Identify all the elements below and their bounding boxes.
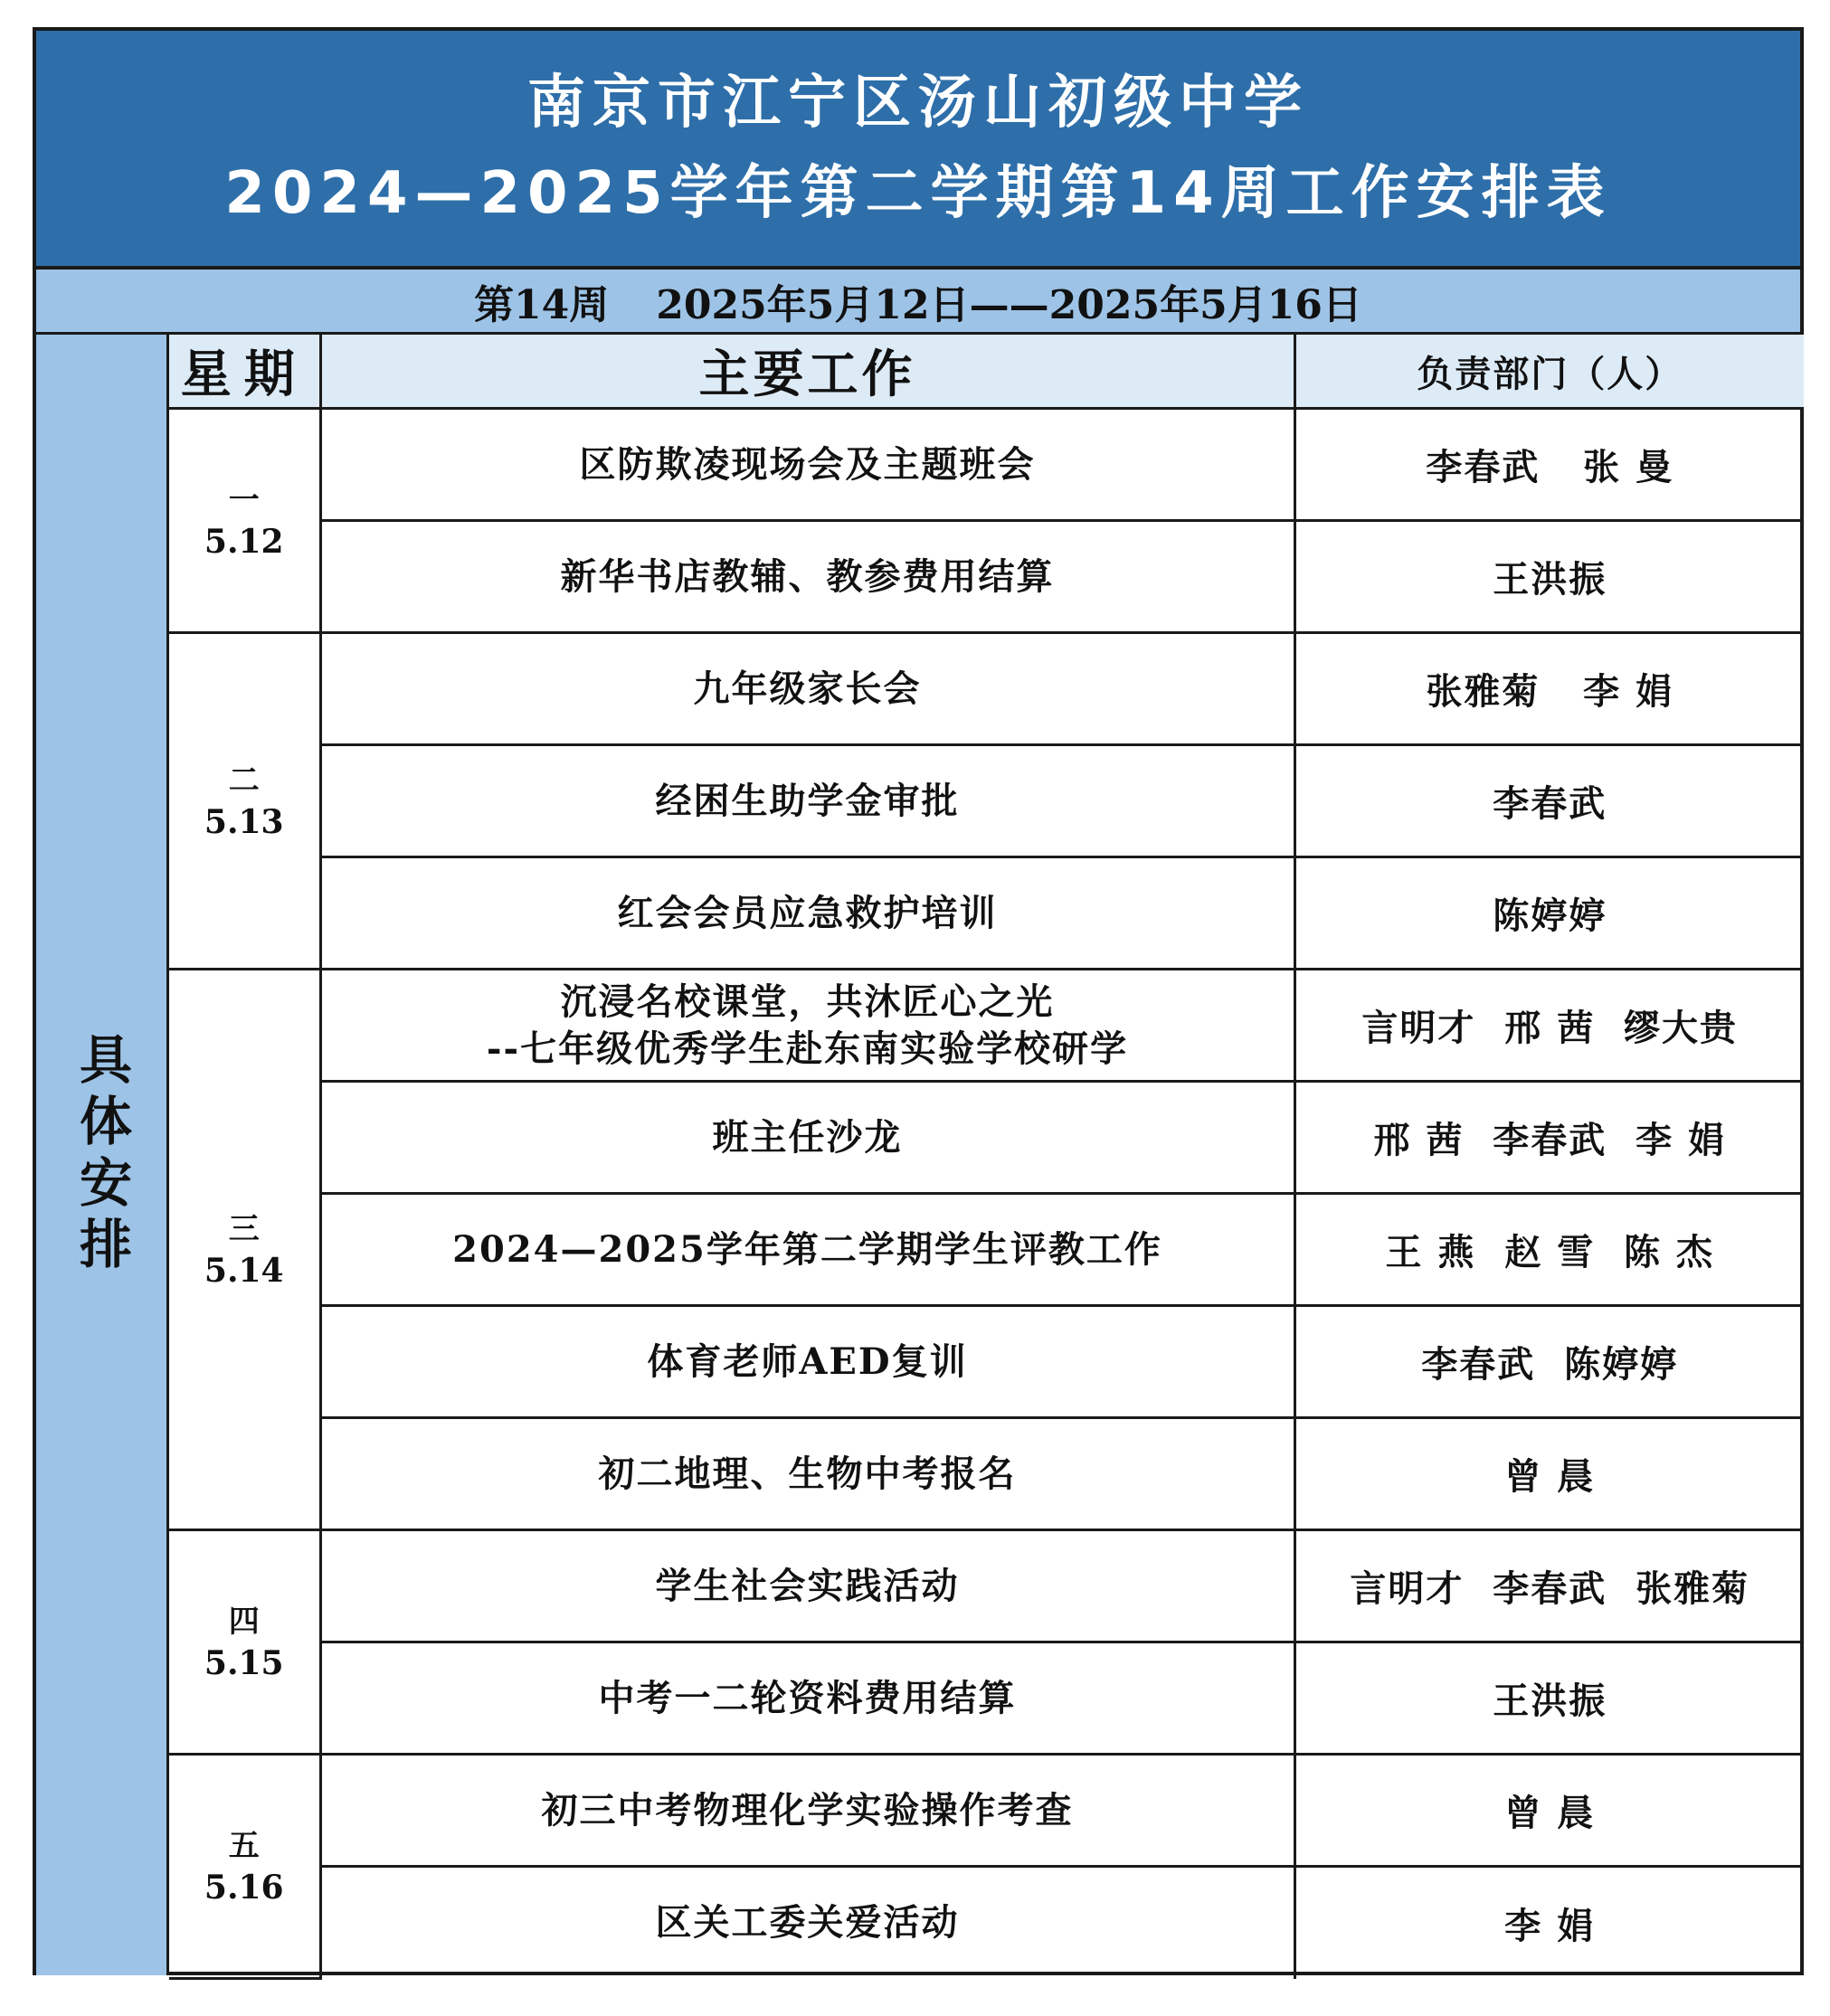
table-row [169, 1755, 1804, 1867]
responsible-cell: 邢 茜 李春武 李 娟 [1294, 1082, 1804, 1194]
responsible-cell: 言明才 李春武 张雅菊 [1294, 1530, 1804, 1642]
work-item-text: 初三中考物理化学实验操作考查 [541, 1788, 1074, 1831]
work-item-text: 新华书店教辅、教参费用结算 [560, 554, 1055, 598]
work-item-cell [320, 857, 1294, 970]
table-row [169, 1082, 1804, 1194]
header-weekday: 星期 [169, 335, 320, 409]
work-item-cell [320, 521, 1294, 633]
weekday-date: 5.12 [204, 522, 284, 561]
table-row [169, 409, 1804, 521]
table-row [169, 1867, 1804, 1979]
responsible-cell: 曾 晨 [1294, 1418, 1804, 1530]
weekday-label: 五 [228, 1827, 260, 1864]
work-item-text: 中考一二轮资料费用结算 [598, 1676, 1017, 1719]
schedule-title: 2024—2025学年第二学期第14周工作安排表 [224, 160, 1612, 227]
weekday-date: 5.16 [204, 1868, 284, 1907]
week-date-range: 2025年5月12日——2025年5月16日 [656, 281, 1362, 328]
responsible-cell: 李春武 张 曼 [1294, 409, 1804, 521]
table-row [169, 1530, 1804, 1642]
schedule-body [169, 409, 1804, 1979]
table-row [169, 521, 1804, 633]
side-label-column [36, 335, 169, 1975]
header-row [169, 335, 1804, 409]
side-label: 具体安排 [71, 1032, 132, 1278]
weekday-cell [169, 970, 320, 1530]
schedule-sheet [33, 27, 1804, 1975]
table-row [169, 1418, 1804, 1530]
table-row [169, 745, 1804, 857]
work-item-text: 区防欺凌现场会及主题班会 [579, 442, 1036, 486]
work-item-text: 经困生助学金审批 [655, 779, 960, 822]
week-number: 第14周 [474, 281, 610, 328]
work-item-cell [320, 1194, 1294, 1306]
schedule-table [169, 335, 1804, 1980]
table-row [169, 1194, 1804, 1306]
weekday-label: 一 [228, 481, 260, 518]
weekday-cell [169, 1755, 320, 1979]
weekday-label: 四 [228, 1603, 260, 1640]
responsible-cell: 王洪振 [1294, 521, 1804, 633]
weekday-cell [169, 1530, 320, 1755]
work-item-cell [320, 633, 1294, 745]
responsible-cell: 李 娟 [1294, 1867, 1804, 1979]
work-item-text: 红会会员应急救护培训 [617, 891, 998, 934]
work-item-text: 九年级家长会 [693, 667, 922, 710]
table-row [169, 1306, 1804, 1418]
work-item-subtitle: --七年级优秀学生赴东南实验学校研学 [486, 1027, 1129, 1070]
responsible-cell: 王 燕 赵 雪 陈 杰 [1294, 1194, 1804, 1306]
week-banner [36, 270, 1800, 335]
work-item-text: 班主任沙龙 [712, 1115, 903, 1159]
work-item-cell [320, 1082, 1294, 1194]
weekday-cell [169, 409, 320, 633]
work-item-cell [320, 1642, 1294, 1755]
responsible-cell: 李春武 [1294, 745, 1804, 857]
responsible-cell: 言明才 邢 茜 缪大贵 [1294, 970, 1804, 1082]
work-item-cell [320, 1306, 1294, 1418]
work-item-cell [320, 745, 1294, 857]
work-item-text: 初二地理、生物中考报名 [598, 1452, 1017, 1495]
work-item-text: 区关工委关爱活动 [655, 1901, 960, 1945]
responsible-cell: 陈婷婷 [1294, 857, 1804, 970]
work-item-text: 体育老师AED复训 [647, 1339, 968, 1383]
work-item-cell [320, 1530, 1294, 1642]
weekday-date: 5.15 [204, 1643, 284, 1682]
table-row [169, 857, 1804, 970]
weekday-label: 二 [228, 762, 260, 799]
table-row [169, 1642, 1804, 1755]
title-banner [36, 31, 1800, 270]
work-item-text: 学生社会实践活动 [655, 1564, 960, 1607]
header-main-work: 主要工作 [320, 335, 1294, 409]
responsible-cell: 曾 晨 [1294, 1755, 1804, 1867]
weekday-cell [169, 633, 320, 970]
table-row [169, 970, 1804, 1082]
table-row [169, 633, 1804, 745]
weekday-date: 5.14 [204, 1251, 284, 1290]
responsible-cell: 王洪振 [1294, 1642, 1804, 1755]
work-item-cell [320, 1755, 1294, 1867]
work-item-cell [320, 409, 1294, 521]
work-item-cell [320, 1867, 1294, 1979]
responsible-cell: 张雅菊 李 娟 [1294, 633, 1804, 745]
responsible-cell: 李春武 陈婷婷 [1294, 1306, 1804, 1418]
work-item-text: 沉浸名校课堂，共沐匠心之光 [560, 980, 1055, 1023]
weekday-date: 5.13 [204, 802, 284, 841]
weekday-label: 三 [228, 1210, 260, 1247]
work-item-cell [320, 1418, 1294, 1530]
work-item-text: 2024—2025学年第二学期学生评教工作 [452, 1227, 1162, 1271]
header-responsible: 负责部门（人） [1294, 335, 1804, 409]
work-item-cell [320, 970, 1294, 1082]
school-name: 南京市江宁区汤山初级中学 [527, 70, 1309, 137]
